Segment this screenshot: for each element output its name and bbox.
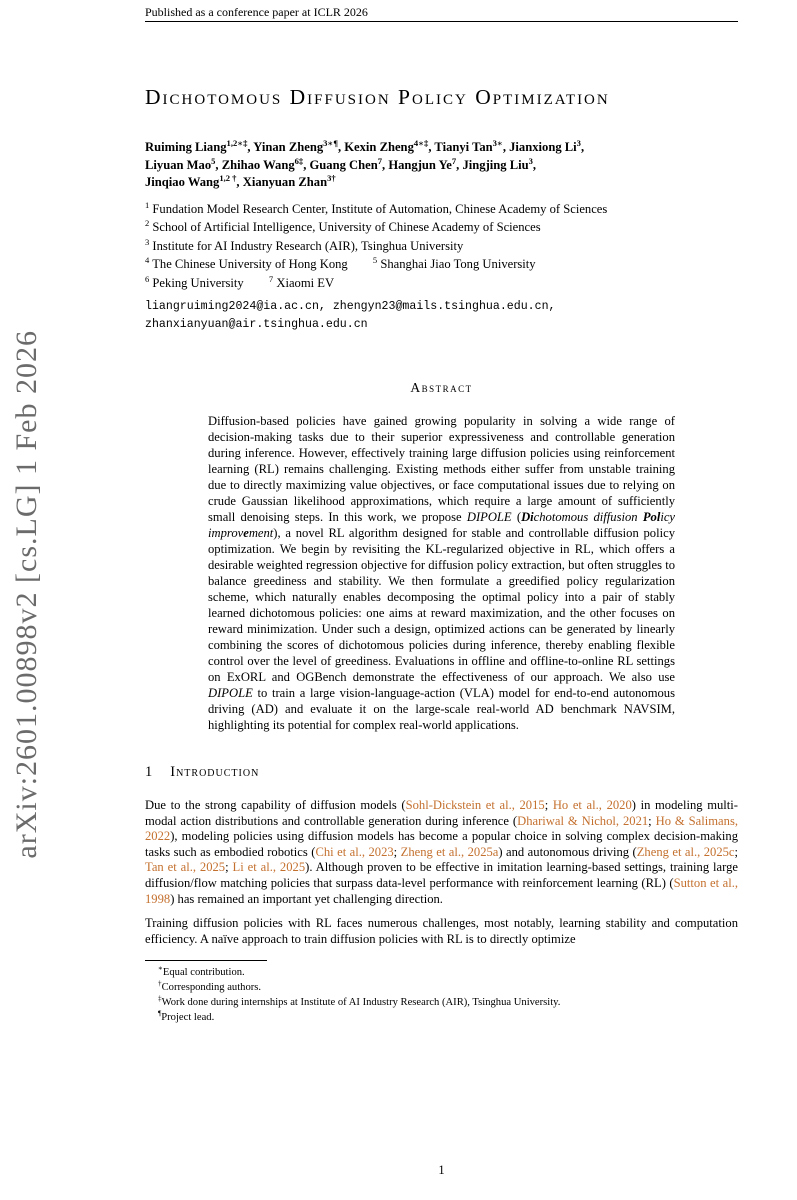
footnote xyxy=(145,965,738,980)
footnote xyxy=(145,980,738,995)
intro-paragraph-2: Training diffusion policies with RL faces numerous challenges, most notably, learning stability and computation efficiency. A naïve approach to train diffusion policies with RL is to directly optimize xyxy=(145,916,738,946)
footnote-text: Project lead. xyxy=(161,1012,215,1024)
citation-link[interactable]: Tan et al., 2025 xyxy=(145,860,226,875)
author-line: Liyuan Mao$^5$, Zhihao Wang$^{6\ddagger}$, Guang Chen$^7$, Hangjun Ye$^7$, Jingjing Liu$^3$, xyxy=(145,155,537,172)
footnote xyxy=(145,1010,738,1025)
affiliation-line: $^1$ Fundation Model Research Center, Institute of Automation, Chinese Academy of Sciences xyxy=(145,199,608,216)
email-line: liangruiming2024@ia.ac.cn, zhengyn23@mails.tsinghua.edu.cn, xyxy=(145,300,556,313)
footnote-text: Corresponding authors. xyxy=(161,982,262,994)
affiliation-line: $^4$ The Chinese University of Hong Kong $^5$ Shanghai Jiao Tong University xyxy=(145,254,536,271)
citation-link[interactable]: Li et al., 2025 xyxy=(232,860,306,875)
author-block xyxy=(145,139,738,192)
page-number: 1 xyxy=(438,1163,445,1177)
abstract-text: Diffusion-based policies have gained growing popularity in solving a wide range of decision-making tasks due to their superior expressiveness and controllable generation during inference. However, effectively training large diffusion policies using reinforcement learning (RL) remains challenging. Existing methods either suffer from unstable training due to directly maximizing value objectives, or face computational issues due to relying on crude Gaussian likelihood approximations, which require a large amount of sufficiently small denoising steps. In this work, we propose DIPOLE (Dichotomous diffusion Policy improvement), a novel RL algorithm designed for stable and controllable diffusion policy optimization. We begin by revisiting the KL-regularized objective in RL, which offers a desirable weighted regression objective for diffusion policy extraction, but often struggles to balance greediness and stability. We then formulate a greedified policy regularization scheme, which naturally enables decomposing the optimal policy into a pair of stably learned dichotomous policies: one aims at reward maximization, and the other focuses on reward minimization. Under such a design, optimized actions can be generated by linearly combining the scores of dichotomous policies during inference, thereby enabling flexible control over the level of greediness. Evaluations in offline and offline-to-online RL settings on ExORL and OGBench demonstrate the effectiveness of our approach. We also use DIPOLE to train a large vision-language-action (VLA) model for end-to-end autonomous driving (AD) and evaluate it on the large-scale real-world AD benchmark NAVSIM, highlighting its potential for complex real-world applications. xyxy=(208,414,676,732)
affiliation-block xyxy=(145,200,738,293)
affiliation-line: $^6$ Peking University $^7$ Xiaomi EV xyxy=(145,273,335,290)
footnote-block xyxy=(145,965,738,1025)
footnote-marker: † xyxy=(158,979,162,988)
affiliation-line: $^2$ School of Artificial Intelligence, University of Chinese Academy of Sciences xyxy=(145,217,541,234)
footnote-text: Equal contribution. xyxy=(162,967,245,979)
author-line: Ruiming Liang$^{1,2∗\ddagger}$, Yinan Zheng$^{3∗\P}$, Kexin Zheng$^{4∗\ddagger}$, Tianyi Tan$^{3∗}$, Jianxiong Li$^3$, xyxy=(145,137,585,154)
footnote-marker: ¶ xyxy=(158,1009,162,1018)
header-rule xyxy=(145,21,738,22)
section-number: 1 xyxy=(145,764,153,780)
citation-link[interactable]: Zheng et al., 2025c xyxy=(636,844,735,859)
citation-link[interactable]: Ho & Salimans, 2022 xyxy=(145,813,738,844)
running-header: Published as a conference paper at ICLR 2026 xyxy=(145,5,368,19)
footnote-text: Work done during internships at Institute of AI Industry Research (AIR), Tsinghua University. xyxy=(161,997,561,1009)
citation-link[interactable]: Ho et al., 2020 xyxy=(552,798,632,812)
email-block xyxy=(145,298,738,333)
author-line: Jinqiao Wang$^{1,2 \dagger}$, Xianyuan Zhan$^{3\dagger}$ xyxy=(145,172,336,189)
citation-link[interactable]: Dhariwal & Nichol, 2021 xyxy=(517,813,649,828)
section-heading-introduction xyxy=(145,763,738,781)
footnote xyxy=(145,995,738,1010)
citation-link[interactable]: Sohl-Dickstein et al., 2015 xyxy=(405,798,545,812)
citation-link[interactable]: Sutton et al., 1998 xyxy=(145,875,738,906)
citation-link[interactable]: Chi et al., 2023 xyxy=(315,844,394,859)
paper-title: Dichotomous Diffusion Policy Optimization xyxy=(145,85,610,109)
arxiv-watermark: arXiv:2601.00898v2 [cs.LG] 1 Feb 2026 xyxy=(10,330,43,859)
text-column xyxy=(145,0,739,1177)
footnote-marker: ∗ xyxy=(158,964,163,973)
intro-paragraph-1: Due to the strong capability of diffusion models (Sohl-Dickstein et al., 2015; Ho et al., 2020) in modeling multi-modal action distributions and controllable generation during inference (Dhariwal & Nichol, 2021; Ho & Salimans, 2022), modeling policies using diffusion models has become a popular choice in solving complex decision-making tasks such as embodied robotics (Chi et al., 2023; Zheng et al., 2025a) and autonomous driving (Zheng et al., 2025c; Tan et al., 2025; Li et al., 2025). Although proven to be effective in imitation learning-based settings, training large diffusion/flow matching policies that surpass data-level performance with reinforcement learning (RL) (Sutton et al., 1998) has remained an important yet challenging direction. xyxy=(145,798,739,906)
email-line: zhanxianyuan@air.tsinghua.edu.cn xyxy=(145,317,368,331)
section-title: Introduction xyxy=(170,764,260,780)
footnote-marker: ‡ xyxy=(158,994,162,1003)
abstract-heading: Abstract xyxy=(410,380,473,395)
footnote-rule xyxy=(145,960,267,961)
affiliation-line: $^3$ Institute for AI Industry Research (AIR), Tsinghua University xyxy=(145,236,464,253)
citation-link[interactable]: Zheng et al., 2025a xyxy=(400,844,499,859)
